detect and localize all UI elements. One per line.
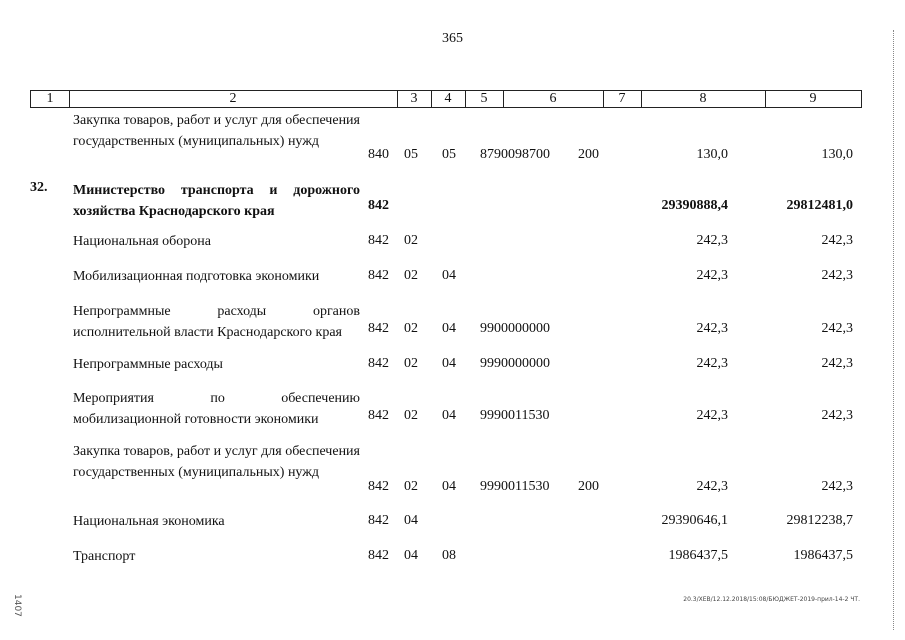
row-col-6: 9990011530 xyxy=(480,479,550,494)
row-col-4: 02 xyxy=(404,408,418,423)
row-col-4: 02 xyxy=(404,233,418,248)
row-name: Министерство транспорта и дорожного хозяйства Краснодарского края xyxy=(73,183,360,219)
row-name: Непрограммные расходы xyxy=(73,357,223,372)
row-col-3: 842 xyxy=(368,268,389,283)
row-col-3: 842 xyxy=(368,408,389,423)
row-col-8: 29390646,1 xyxy=(661,513,728,528)
row-col-4: 02 xyxy=(404,268,418,283)
row-col-3: 842 xyxy=(368,513,389,528)
row-col-6: 9990011530 xyxy=(480,408,550,423)
row-col-9: 130,0 xyxy=(821,147,853,162)
page-edge-line xyxy=(893,30,894,630)
row-col-9: 242,3 xyxy=(821,233,853,248)
row-col-3: 842 xyxy=(368,356,389,371)
row-col-9: 29812238,7 xyxy=(786,513,853,528)
row-col-5: 05 xyxy=(442,147,456,162)
row-name: Мероприятия по обеспечению мобилизационной готовности экономики xyxy=(73,391,360,427)
row-col-8: 29390888,4 xyxy=(661,198,728,213)
row-col-4: 04 xyxy=(404,513,418,528)
row-col-5: 04 xyxy=(442,479,456,494)
row-name: Мобилизационная подготовка экономики xyxy=(73,269,320,284)
row-col-9: 242,3 xyxy=(821,356,853,371)
row-col-5: 04 xyxy=(442,408,456,423)
row-col-5: 04 xyxy=(442,268,456,283)
row-col-3: 842 xyxy=(368,233,389,248)
row-col-9: 242,3 xyxy=(821,479,853,494)
row-name: Закупка товаров, работ и услуг для обеспечения государственных (муниципальных) нужд xyxy=(73,113,360,149)
row-col-3: 840 xyxy=(368,147,389,162)
row-col-9: 242,3 xyxy=(821,408,853,423)
row-col-4: 02 xyxy=(404,479,418,494)
row-col-4: 02 xyxy=(404,356,418,371)
row-col-8: 242,3 xyxy=(696,479,728,494)
header-col-1: 1 xyxy=(31,91,70,107)
header-col-7: 7 xyxy=(603,91,642,107)
row-col-9: 1986437,5 xyxy=(793,548,853,563)
row-name: Национальная оборона xyxy=(73,234,211,249)
row-name: Транспорт xyxy=(73,549,136,564)
row-name: Непрограммные расходы органов исполнительной власти Краснодарского края xyxy=(73,304,360,340)
row-col-3: 842 xyxy=(368,548,389,563)
row-col-8: 242,3 xyxy=(696,321,728,336)
page-number: 365 xyxy=(442,31,463,46)
row-col-9: 29812481,0 xyxy=(786,198,853,213)
header-col-9: 9 xyxy=(809,91,817,106)
row-col-4: 04 xyxy=(404,548,418,563)
row-col-5: 04 xyxy=(442,356,456,371)
row-col-7: 200 xyxy=(578,479,599,494)
row-col-9: 242,3 xyxy=(821,321,853,336)
row-col-7: 200 xyxy=(578,147,599,162)
row-number: 32. xyxy=(30,180,48,195)
header-col-5: 5 xyxy=(465,91,504,107)
row-col-8: 242,3 xyxy=(696,268,728,283)
row-col-8: 242,3 xyxy=(696,356,728,371)
row-col-3: 842 xyxy=(368,198,389,213)
footer-document-code: 20.3/ХЕВ/12.12.2018/15:08/БЮДЖЕТ-2019-прил-14-2 ЧТ. xyxy=(683,596,860,603)
header-col-2: 2 xyxy=(69,91,398,107)
row-col-9: 242,3 xyxy=(821,268,853,283)
header-col-3: 3 xyxy=(397,91,432,107)
row-col-3: 842 xyxy=(368,479,389,494)
row-col-6: 8790098700 xyxy=(480,147,550,162)
header-col-4: 4 xyxy=(431,91,466,107)
side-sheet-mark: 1407 xyxy=(12,594,22,617)
row-col-8: 130,0 xyxy=(696,147,728,162)
row-col-6: 9900000000 xyxy=(480,321,550,336)
row-col-4: 02 xyxy=(404,321,418,336)
row-name: Национальная экономика xyxy=(73,514,225,529)
header-col-8: 8 xyxy=(641,91,766,107)
row-col-3: 842 xyxy=(368,321,389,336)
row-col-5: 04 xyxy=(442,321,456,336)
table-header-row xyxy=(30,90,862,108)
row-col-5: 08 xyxy=(442,548,456,563)
row-col-6: 9990000000 xyxy=(480,356,550,371)
row-col-8: 242,3 xyxy=(696,233,728,248)
row-name: Закупка товаров, работ и услуг для обеспечения государственных (муниципальных) нужд xyxy=(73,444,360,480)
row-col-4: 05 xyxy=(404,147,418,162)
header-col-6: 6 xyxy=(503,91,604,107)
row-col-8: 242,3 xyxy=(696,408,728,423)
row-col-8: 1986437,5 xyxy=(668,548,728,563)
